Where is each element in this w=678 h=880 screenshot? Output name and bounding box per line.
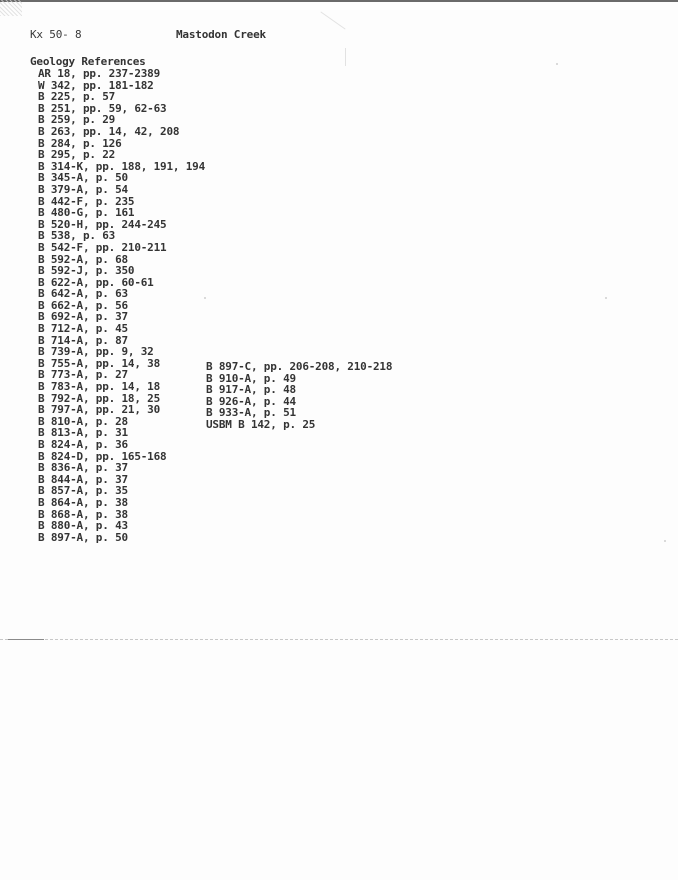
- card-id: Kx 50- 8: [30, 28, 82, 41]
- reference-entry: B 864-A, p. 38: [38, 495, 128, 509]
- reference-entry: B 538, p. 63: [38, 229, 116, 243]
- reference-entry: B 692-A, p. 37: [38, 310, 128, 324]
- reference-entry: B 926-A, p. 44: [206, 394, 296, 408]
- card-top-edge: [0, 0, 678, 2]
- reference-entry: B 263, pp. 14, 42, 208: [38, 124, 180, 138]
- reference-entry: B 910-A, p. 49: [206, 371, 296, 385]
- reference-entry: B 810-A, p. 28: [38, 414, 128, 428]
- reference-entry: B 225, p. 57: [38, 90, 116, 104]
- references-left-column: [38, 68, 205, 543]
- paper-mark: [345, 48, 346, 66]
- card-title: Mastodon Creek: [176, 28, 266, 41]
- reference-entry: B 755-A, pp. 14, 38: [38, 356, 161, 370]
- bottom-rule: [0, 639, 678, 640]
- reference-entry: B 314-K, pp. 188, 191, 194: [38, 159, 205, 173]
- reference-entry: B 773-A, p. 27: [38, 368, 128, 382]
- reference-entry: B 824-A, p. 36: [38, 438, 128, 451]
- reference-entry: B 442-F, p. 235: [38, 194, 135, 208]
- reference-entry: B 284, p. 126: [38, 136, 122, 150]
- reference-entry: B 917-A, p. 48: [206, 383, 296, 397]
- reference-entry: B 259, p. 29: [38, 113, 116, 127]
- paper-speck: [605, 297, 607, 299]
- paper-speck: [664, 540, 666, 542]
- reference-entry: B 592-J, p. 350: [38, 264, 135, 278]
- reference-entry: B 844-A, p. 37: [38, 472, 128, 486]
- reference-entry: USBM B 142, p. 25: [206, 417, 316, 431]
- reference-entry: B 797-A, pp. 21, 30: [38, 403, 161, 417]
- paper-speck: [204, 297, 206, 299]
- corner-smudge: [0, 0, 22, 16]
- reference-entry: B 897-C, pp. 206-208, 210-218: [206, 360, 393, 373]
- paper-mark: [320, 11, 345, 29]
- reference-entry: B 251, pp. 59, 62-63: [38, 101, 167, 115]
- reference-entry: B 857-A, p. 35: [38, 484, 128, 498]
- reference-entry: B 345-A, p. 50: [38, 171, 128, 185]
- reference-entry: B 295, p. 22: [38, 148, 116, 162]
- reference-entry: B 824-D, pp. 165-168: [38, 449, 167, 463]
- references-right-column: [206, 361, 392, 431]
- section-heading: Geology References: [30, 55, 146, 68]
- reference-entry: B 379-A, p. 54: [38, 182, 128, 196]
- reference-entry: B 880-A, p. 43: [38, 519, 128, 533]
- reference-entry: B 792-A, pp. 18, 25: [38, 391, 161, 405]
- reference-entry: B 813-A, p. 31: [38, 426, 128, 440]
- reference-entry: B 542-F, pp. 210-211: [38, 240, 167, 254]
- reference-entry: W 342, pp. 181-182: [38, 78, 154, 92]
- reference-entry: B 933-A, p. 51: [206, 406, 296, 420]
- reference-entry: B 622-A, pp. 60-61: [38, 275, 154, 289]
- reference-entry: B 712-A, p. 45: [38, 322, 128, 336]
- reference-entry: B 714-A, p. 87: [38, 333, 128, 347]
- paper-speck: [556, 63, 558, 65]
- reference-entry: B 480-G, p. 161: [38, 206, 135, 220]
- reference-entry: B 836-A, p. 37: [38, 461, 128, 475]
- reference-entry: B 662-A, p. 56: [38, 298, 128, 312]
- reference-entry: B 897-A, p. 50: [38, 530, 128, 544]
- reference-entry: B 592-A, p. 68: [38, 252, 128, 266]
- reference-entry: B 642-A, p. 63: [38, 287, 128, 301]
- reference-entry: B 520-H, pp. 244-245: [38, 217, 167, 231]
- reference-entry: B 739-A, pp. 9, 32: [38, 345, 154, 359]
- reference-entry: B 868-A, p. 38: [38, 507, 128, 521]
- bottom-rule-mark: [8, 639, 44, 640]
- reference-entry: B 783-A, pp. 14, 18: [38, 380, 161, 394]
- reference-entry: AR 18, pp. 237-2389: [38, 67, 161, 80]
